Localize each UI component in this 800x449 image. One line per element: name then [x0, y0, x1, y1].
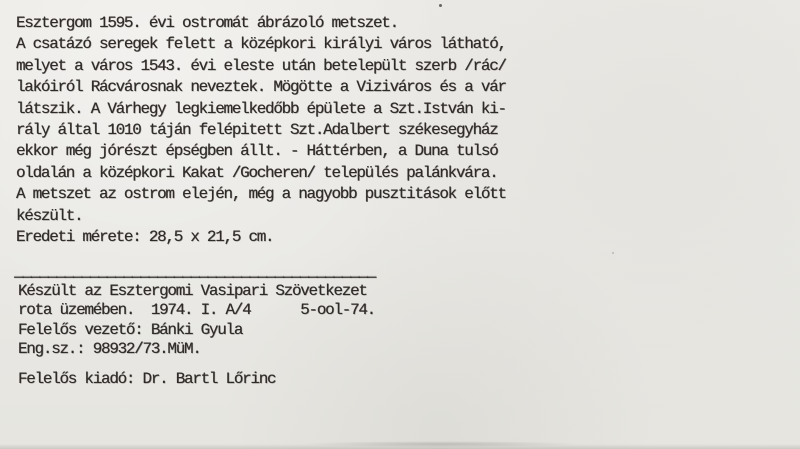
publisher-line: Felelős kiadó: Dr. Bartl Lőrinc: [18, 370, 276, 388]
typed-underscore-divider: ___________________________________________: [14, 263, 376, 281]
imprint-line: Készült az Esztergomi Vasipari Szövetkezet: [18, 282, 367, 300]
description-line: látszik. A Várhegy legkiemelkedőbb épülete a Szt.István ki-: [16, 99, 506, 118]
description-line: A metszet az ostrom elején, még a nagyobb pusztitások előtt: [16, 185, 506, 204]
description-line: A csatázó seregek felett a középkori királyi város látható,: [16, 35, 506, 54]
imprint-line: rota üzemében. 1974. I. A/4 5-ool-74.: [18, 301, 375, 320]
description-line: lakóiról Rácvárosnak neveztek. Mögötte a Viziváros és a vár: [16, 78, 506, 97]
scan-bottom-edge: [0, 444, 800, 449]
imprint-paragraph: [18, 282, 375, 359]
imprint-line: Eng.sz.: 98932/73.MüM.: [18, 339, 201, 358]
paper-speck: [612, 252, 614, 254]
paper-speck: [439, 4, 442, 7]
description-line: rály által 1010 táján felépitett Szt.Adalbert székesegyház: [16, 121, 498, 140]
description-line: ekkor még jórészt épségben állt. - Háttérben, a Duna tulsó: [16, 142, 498, 161]
imprint-line: Felelős vezető: Bánki Gyula: [18, 320, 243, 339]
description-line: melyet a város 1543. évi eleste után betelepült szerb /rác/: [16, 56, 506, 75]
description-line: Esztergom 1595. évi ostromát ábrázoló metszet.: [16, 14, 398, 32]
description-line: oldalán a középkori Kakat /Gocheren/ település palánkvára.: [16, 163, 498, 182]
publisher-paragraph: [18, 369, 275, 390]
description-paragraph: [16, 13, 506, 248]
description-line: készült.: [16, 206, 83, 225]
original-size-line: Eredeti mérete: 28,5 x 21,5 cm.: [16, 228, 274, 247]
